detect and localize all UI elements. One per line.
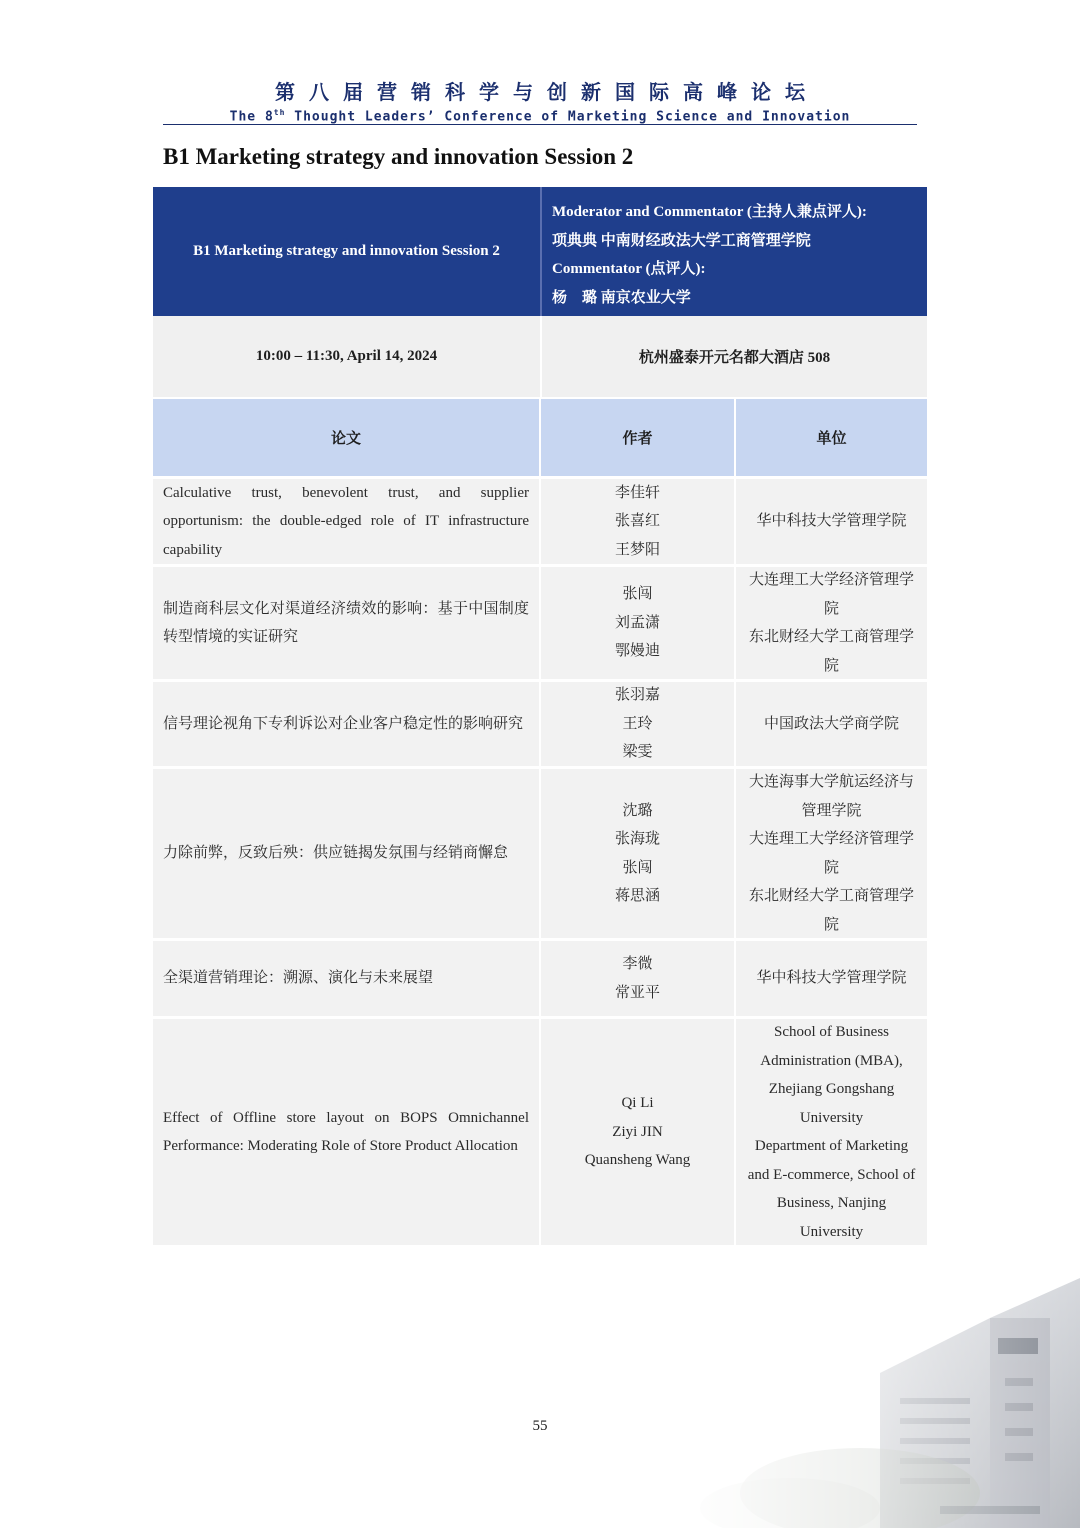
banner-people <box>540 187 927 316</box>
paper-title: 信号理论视角下专利诉讼对企业客户稳定性的影响研究 <box>163 715 524 732</box>
affiliation-name: 大连理工大学经济管理学院 <box>748 831 914 876</box>
session-time: 10:00 – 11:30, April 14, 2024 <box>255 348 438 364</box>
affiliation-name: 大连理工大学经济管理学院 <box>748 572 914 617</box>
session-table <box>153 187 927 1245</box>
author-name: 李微 <box>622 956 653 972</box>
affiliation-cell <box>734 769 927 938</box>
paper-title: Calculative trust, benevolent trust, and supplier opportunism: the double-edged role of IT infrastructure capability <box>163 484 529 558</box>
commentator-name: 杨 璐 南京农业大学 <box>552 289 691 306</box>
affiliation-cell <box>734 479 927 564</box>
author-name: 张海珑 <box>614 831 660 847</box>
paper-title-cell <box>153 479 539 564</box>
affiliation-name: 东北财经大学工商管理学院 <box>748 888 914 933</box>
paper-title-cell <box>153 941 539 1016</box>
authors-cell <box>539 682 734 766</box>
paper-row <box>153 679 927 766</box>
affiliation-cell <box>734 682 927 766</box>
column-header-row <box>153 397 927 476</box>
page-header <box>163 76 917 124</box>
author-name: 梁雯 <box>622 744 653 761</box>
author-name: 张喜红 <box>614 513 660 530</box>
affiliation-name: 华中科技大学管理学院 <box>756 513 907 530</box>
authors-cell <box>539 479 734 564</box>
authors-cell <box>539 1019 734 1245</box>
commentator-label: Commentator (点评人): <box>552 261 706 277</box>
moderator-name: 项典典 中南财经政法大学工商管理学院 <box>552 232 811 249</box>
conference-title-en-prefix: The 8 <box>229 109 274 125</box>
author-name: 李佳轩 <box>614 484 660 501</box>
paper-row <box>153 938 927 1016</box>
paper-list <box>153 476 927 1245</box>
paper-row <box>153 476 927 564</box>
affiliation-name: Department of Marketing and E-commerce, School of Business, Nanjing University <box>747 1138 916 1240</box>
author-name: 沈璐 <box>622 802 653 819</box>
author-name: 蒋思涵 <box>614 888 660 904</box>
author-name: 王玲 <box>622 715 653 732</box>
banner-session-name: B1 Marketing strategy and innovation Session 2 <box>193 243 500 259</box>
authors-cell <box>539 941 734 1016</box>
time-venue-row <box>153 316 927 397</box>
author-name: 张羽嘉 <box>614 687 660 704</box>
affiliation-name: 华中科技大学管理学院 <box>756 970 907 987</box>
author-name: 张闯 <box>622 859 653 876</box>
affiliation-name: 中国政法大学商学院 <box>763 715 899 732</box>
paper-title-cell <box>153 769 539 938</box>
column-header-paper: 论文 <box>330 429 361 447</box>
affiliation-cell <box>734 567 927 679</box>
authors-cell <box>539 567 734 679</box>
paper-title: 全渠道营销理论：溯源、演化与未来展望 <box>163 970 434 987</box>
author-name: 张闯 <box>622 586 653 603</box>
paper-title-cell <box>153 1019 539 1245</box>
conference-title-cn: 第八届营销科学与创新国际高峰论坛 <box>275 80 819 104</box>
author-name: Quansheng Wang <box>584 1152 691 1169</box>
author-name: 刘孟潇 <box>614 614 660 631</box>
paper-title: 力除前弊，反致后殃：供应链揭发氛围与经销商懈怠 <box>163 845 509 862</box>
authors-cell <box>539 769 734 938</box>
column-header-affiliation: 单位 <box>734 399 927 476</box>
paper-title-cell <box>153 682 539 766</box>
affiliation-name: 东北财经大学工商管理学院 <box>748 629 914 674</box>
session-venue: 杭州盛泰开元名都大酒店 508 <box>540 316 927 397</box>
campus-building-photo <box>660 1278 1080 1528</box>
affiliation-cell <box>734 941 927 1016</box>
author-name: Ziyi JIN <box>612 1123 663 1140</box>
header-divider <box>163 124 917 125</box>
paper-title: Effect of Offline store layout on BOPS Omnichannel Performance: Moderating Role of Store Product Allocation <box>163 1109 529 1154</box>
affiliation-cell <box>734 1019 927 1245</box>
author-name: 鄂嫚迪 <box>614 643 660 660</box>
author-name: 常亚平 <box>614 984 660 1001</box>
paper-title: 制造商科层文化对渠道经济绩效的影响：基于中国制度转型情境的实证研究 <box>163 600 529 645</box>
author-name: Qi Li <box>621 1095 654 1112</box>
session-title: B1 Marketing strategy and innovation Session 2 <box>163 144 634 169</box>
session-banner <box>153 187 927 316</box>
paper-row <box>153 766 927 938</box>
ordinal-suffix: th <box>273 108 286 117</box>
author-name: 王梦阳 <box>614 541 660 558</box>
affiliation-name: School of Business Administration (MBA), Zhejiang Gongshang University <box>760 1024 903 1126</box>
moderator-label: Moderator and Commentator (主持人兼点评人): <box>552 204 867 220</box>
conference-title-en <box>163 108 917 124</box>
page-number: 55 <box>532 1418 548 1434</box>
paper-row <box>153 564 927 679</box>
paper-title-cell <box>153 567 539 679</box>
conference-title-en-suffix: Thought Leaders’ Conference of Marketing Science and Innovation <box>285 109 851 125</box>
column-header-authors: 作者 <box>539 399 734 476</box>
affiliation-name: 大连海事大学航运经济与管理学院 <box>748 774 914 819</box>
paper-row <box>153 1016 927 1245</box>
